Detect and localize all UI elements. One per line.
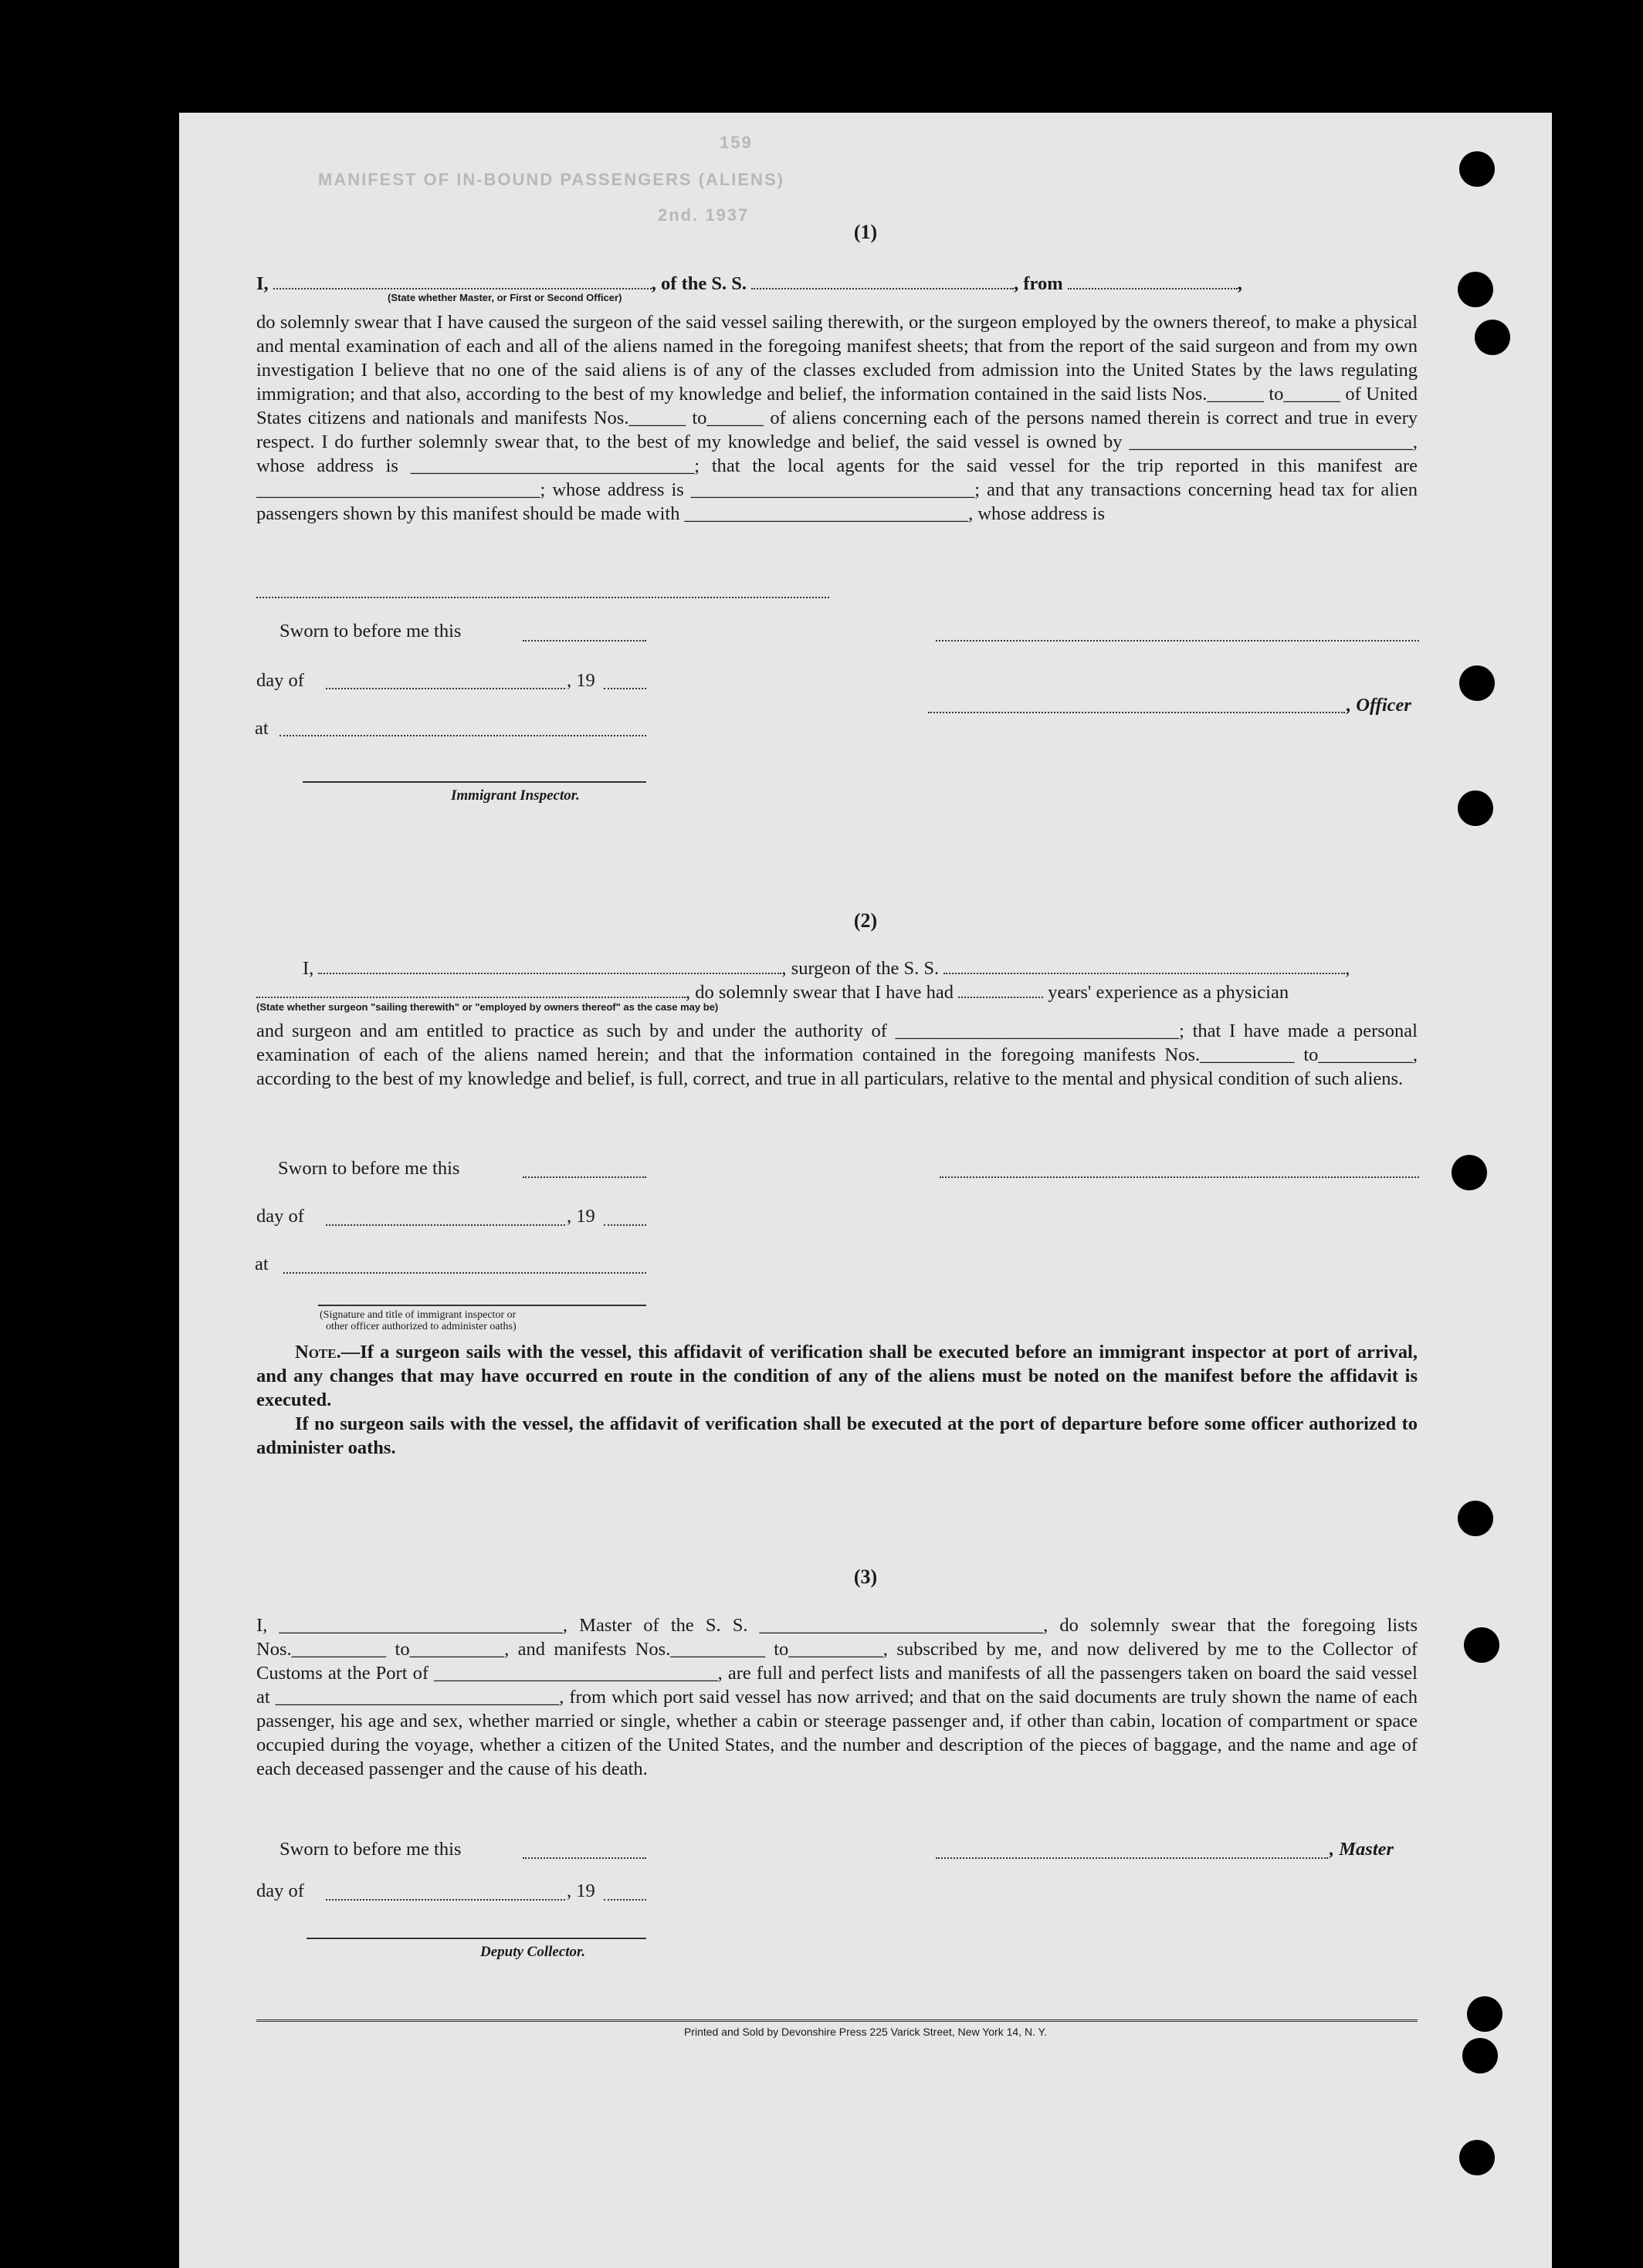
s2-month-field[interactable]: [326, 1224, 565, 1226]
punch-hole: [1459, 151, 1495, 187]
section-2-heading: (2): [853, 909, 878, 932]
punch-hole: [1459, 2140, 1495, 2175]
form-page: [179, 113, 1552, 2268]
s2-at-label: at: [255, 1254, 269, 1274]
s1-at-field[interactable]: [279, 735, 646, 736]
s2-year-field[interactable]: [604, 1224, 646, 1226]
s2-sig-note-1: (Signature and title of immigrant inspector or: [320, 1309, 517, 1321]
s2-signature-rule[interactable]: [318, 1305, 646, 1306]
s3-sworn-day-field[interactable]: [523, 1857, 646, 1859]
s3-day-label: day of: [256, 1880, 304, 1901]
s3-month-field[interactable]: [326, 1899, 565, 1901]
s1-sworn-label: Sworn to before me this: [279, 621, 462, 641]
s1-i-label: I,: [256, 273, 269, 294]
punch-hole: [1464, 1627, 1499, 1663]
s1-officer-line[interactable]: [928, 712, 1345, 713]
s3-master-line[interactable]: [936, 1857, 1328, 1859]
s1-day-label: day of: [256, 670, 304, 691]
s3-collector-caption: Deputy Collector.: [480, 1944, 586, 1960]
punch-hole: [1458, 1501, 1493, 1536]
printer-footer: Printed and Sold by Devonshire Press 225 Varick Street, New York 14, N. Y.: [683, 2026, 1048, 2038]
s2-comma: ,: [1345, 958, 1350, 979]
s3-master-label: , Master: [1330, 1839, 1394, 1860]
s1-comma: ,: [1237, 273, 1242, 294]
s2-swear-label: , do solemnly swear that I have had: [686, 982, 954, 1003]
s2-year-label: , 19: [567, 1206, 595, 1227]
bleed-number: 159: [720, 133, 753, 152]
punch-hole: [1475, 320, 1510, 355]
s2-years-label: years' experience as a physician: [1048, 982, 1289, 1003]
vessel-name-field[interactable]: [751, 274, 1014, 289]
footer-rule: [256, 2019, 1418, 2022]
note-label: Note.: [295, 1342, 341, 1362]
s1-sworn-day-field[interactable]: [523, 640, 646, 641]
s1-officer-note: (State whether Master, or First or Second Officer): [388, 292, 622, 303]
section-1-heading: (1): [853, 221, 878, 243]
master-name-field[interactable]: [273, 274, 652, 289]
s1-ss-label: , of the S. S.: [651, 273, 747, 294]
s2-surgeon-note: (State whether surgeon "sailing therewith" or "employed by owners thereof" as the case may be): [256, 1001, 719, 1013]
s1-officer-label: , Officer: [1347, 695, 1411, 716]
bleed-title: MANIFEST OF IN-BOUND PASSENGERS (ALIENS): [318, 170, 784, 189]
s3-oath-body: I, ______________________________, Master of the S. S. ______________________________, do solemnly swear that the foregoing lists Nos.__________ to__________, and manifests Nos.__________ to__________, subscribed by me, and now delivered by me to the Collector of Customs at the Port of ______________________________, are full and perfect lists and manifests of all the passengers taken on board the said vessel at ______________________________, from which port said vessel has now arrived; and that on the said documents are truly shown the name of each passenger, his age and sex, whether married or single, whether a cabin or steerage passenger and, if other than cabin, location of compartment or space occupied during the voyage, whether a citizen of the United States, and the number and description of the pieces of baggage, and the name and age of each deceased passenger and the cause of his death.: [256, 1615, 1418, 1779]
punch-hole: [1458, 272, 1493, 307]
s2-day-label: day of: [256, 1206, 304, 1227]
s1-signature-line[interactable]: [936, 640, 1419, 641]
section-3-heading: (3): [853, 1566, 878, 1588]
bleed-date: 2nd. 1937: [658, 205, 750, 225]
s1-at-label: at: [255, 718, 269, 739]
punch-hole: [1459, 665, 1495, 701]
punch-hole: [1462, 2038, 1498, 2073]
s2-signature-line[interactable]: [940, 1176, 1419, 1178]
s1-year-field[interactable]: [604, 688, 646, 689]
s3-year-field[interactable]: [604, 1899, 646, 1901]
s3-year-label: , 19: [567, 1880, 595, 1901]
s1-oath-body: do solemnly swear that I have caused the surgeon of the said vessel sailing therewith, or the surgeon employed by the owners thereof, to make a physical and mental examination of each and all of the aliens named in the foregoing manifest sheets; that from the report of the said surgeon and from my own investigation I believe that no one of the said aliens is of any of the classes excluded from admission into the United States by the laws regulating immigration; and that also, according to the best of my knowledge and belief, the information contained in the said lists Nos.______ to______ of United States citizens and nationals and manifests Nos.______ to______ of aliens concerning each of the persons named therein is correct and true in every respect. I do further solemnly swear that, to the best of my knowledge and belief, the said vessel is owned by ______________________________, whose address is ______________________________; that the local agents for the said vessel for the trip reported in this manifest are ______________________________; whose address is ______________________________; and that any transactions concerning head tax for alien passengers shown by this manifest should be made with ______________________________, whose address is: [256, 312, 1418, 524]
s1-from-label: , from: [1014, 273, 1063, 294]
s1-month-field[interactable]: [326, 688, 565, 689]
s2-vessel-field[interactable]: [943, 959, 1345, 974]
s2-note-paragraph: [256, 1340, 1418, 1412]
note-text: —If a surgeon sails with the vessel, this affidavit of verification shall be executed before an immigrant inspector at port of arrival, and any changes that may have occurred en route in the condition of any of the aliens must be noted on the manifest before the affidavit is executed.: [256, 1342, 1418, 1410]
punch-hole: [1467, 1996, 1502, 2032]
s2-sig-note-2: other officer authorized to administer oaths): [326, 1321, 517, 1332]
years-experience-field[interactable]: [958, 983, 1043, 998]
s1-inspector-line[interactable]: [303, 781, 646, 783]
s2-sworn-label: Sworn to before me this: [278, 1158, 460, 1179]
from-port-field[interactable]: [1068, 274, 1238, 289]
punch-hole: [1452, 1155, 1487, 1190]
surgeon-name-field[interactable]: [318, 959, 781, 974]
s2-oath-body: and surgeon and am entitled to practice as such by and under the authority of ______________________________; that I have made a personal examination of each of the aliens named herein; and that the information contained in the foregoing manifests Nos.__________ to__________, according to the best of my knowledge and belief, is full, correct, and true in all particulars, relative to the mental and physical condition of such aliens.: [256, 1021, 1418, 1089]
s2-note-paragraph-2: If no surgeon sails with the vessel, the affidavit of verification shall be executed at the port of departure before some officer authorized to administer oaths.: [256, 1413, 1418, 1458]
s1-inspector-caption: Immigrant Inspector.: [451, 787, 580, 804]
s3-collector-line[interactable]: [307, 1938, 646, 1939]
s3-sworn-label: Sworn to before me this: [279, 1839, 462, 1860]
s1-extra-line: [256, 597, 829, 598]
s2-i-label: I,: [303, 958, 314, 979]
s2-surgeon-label: , surgeon of the S. S.: [781, 958, 940, 979]
s2-sworn-day-field[interactable]: [523, 1176, 646, 1178]
surgeon-status-field[interactable]: [256, 983, 686, 998]
s1-year-label: , 19: [567, 670, 595, 691]
s2-at-field[interactable]: [283, 1272, 646, 1274]
punch-hole: [1458, 790, 1493, 826]
s2-first-line: [256, 956, 1418, 980]
